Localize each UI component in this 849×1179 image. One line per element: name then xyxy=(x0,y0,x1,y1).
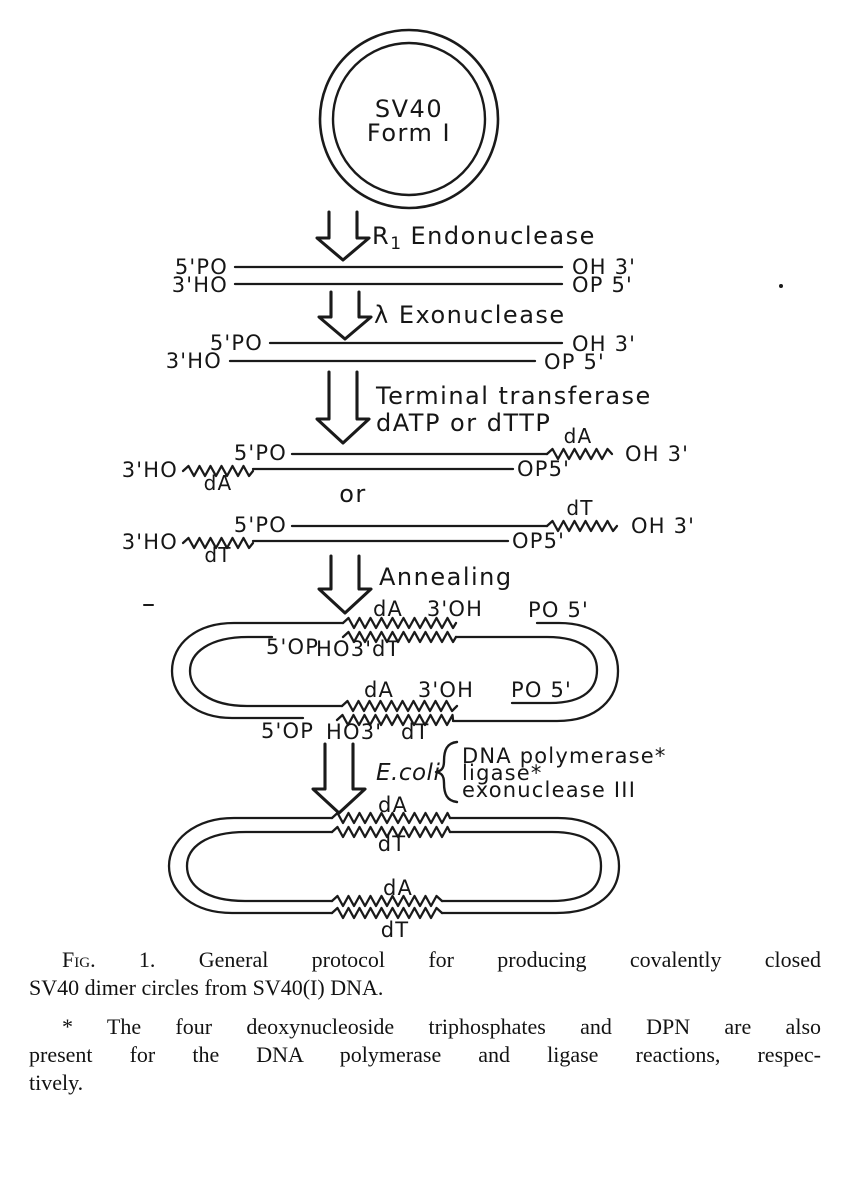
joint-label-dT: dT xyxy=(372,637,401,661)
figure-caption xyxy=(29,946,821,1097)
figure-footnote xyxy=(29,1013,821,1097)
closed-label-dT: dT xyxy=(377,832,407,856)
step4-label: Annealing xyxy=(379,563,513,591)
inner-loop-right xyxy=(442,832,601,901)
end-label-oh3: OH 3' xyxy=(572,332,637,356)
step1-sub: 1 xyxy=(390,234,403,254)
step1-r: R xyxy=(372,222,391,250)
circle-label-line2: Form I xyxy=(366,119,452,147)
enzyme-ligase: ligase* xyxy=(462,761,543,785)
joint-label-dT: dT xyxy=(401,720,430,744)
end-label-5po: 5'PO xyxy=(209,331,263,355)
joint-label-dA: dA xyxy=(363,678,395,702)
step1-label xyxy=(372,222,596,254)
inner-loop-left xyxy=(187,832,332,901)
stray-dot xyxy=(779,284,783,288)
footnote-line1: * The four deoxynucleoside triphosphates and DPN are also xyxy=(62,1014,821,1039)
end-label-3ho: 3'HO xyxy=(165,349,222,373)
step1-rest: Endonuclease xyxy=(410,222,596,250)
down-arrow-icon xyxy=(319,292,371,339)
caption-line1-text: General protocol for producing covalently closed xyxy=(198,947,821,972)
closed-label-dT: dT xyxy=(380,918,410,942)
joint-label-po5: PO 5' xyxy=(511,678,573,702)
end-label-oh3: OH 3' xyxy=(625,442,690,466)
joint-label-5op: 5'OP xyxy=(266,635,320,659)
footnote-line3: tively. xyxy=(29,1070,84,1095)
circle-label-line1: SV40 xyxy=(374,95,444,123)
footnote-line2: present for the DNA polymerase and ligase reactions, respec- xyxy=(29,1042,821,1067)
fig-number-label: Fig. 1. xyxy=(62,947,156,972)
sv40-form1-circle xyxy=(320,30,498,208)
joint-label-ho3: HO3' xyxy=(326,720,383,744)
end-label-oh3: OH 3' xyxy=(631,514,696,538)
step2-label: λ Exonuclease xyxy=(374,301,566,329)
joint-label-ho3: HO3' xyxy=(316,637,373,661)
joint-label-3oh: 3'OH xyxy=(426,597,484,621)
tailed-duplex-dT xyxy=(122,496,695,567)
bottom-dT-zigzag xyxy=(332,908,442,918)
enzyme-exonuclease-iii: exonuclease III xyxy=(462,778,637,802)
end-label-3ho: 3'HO xyxy=(121,530,178,554)
end-label-op5: OP 5' xyxy=(572,273,634,297)
enzyme-dna-polymerase: DNA polymerase* xyxy=(462,744,667,768)
step5-organism: E.coli xyxy=(376,760,441,786)
end-label-op5: OP5' xyxy=(517,457,571,481)
tail-label-dT: dT xyxy=(204,543,232,567)
closed-label-dA: dA xyxy=(377,793,409,817)
duplex-2-resected xyxy=(166,331,636,374)
end-label-5po: 5'PO xyxy=(233,441,287,465)
tail-label-dA: dA xyxy=(563,424,593,448)
bottom-joint-dA-zigzag xyxy=(342,701,457,711)
step3-label-line2: dATP or dTTP xyxy=(376,409,552,437)
or-label: or xyxy=(339,480,367,508)
down-arrow-icon xyxy=(317,372,369,443)
down-arrow-icon xyxy=(317,212,369,260)
end-label-5po: 5'PO xyxy=(174,255,228,279)
dimer-open xyxy=(172,597,618,744)
tail-label-dT: dT xyxy=(566,496,594,520)
joint-label-dA: dA xyxy=(372,597,404,621)
caption-line1 xyxy=(29,946,821,974)
end-label-3ho: 3'HO xyxy=(121,458,178,482)
closed-label-dA: dA xyxy=(382,876,414,900)
tail-label-dA: dA xyxy=(203,471,233,495)
end-label-5po: 5'PO xyxy=(233,513,287,537)
end-label-3ho: 3'HO xyxy=(171,273,228,297)
end-label-op5: OP5' xyxy=(512,529,566,553)
down-arrow-icon xyxy=(319,556,371,613)
joint-label-5op: 5'OP xyxy=(261,719,315,743)
caption-line2: SV40 dimer circles from SV40(I) DNA. xyxy=(29,975,384,1000)
end-label-oh3: OH 3' xyxy=(572,255,637,279)
end-label-op5: OP 5' xyxy=(544,350,606,374)
dimer-closed xyxy=(169,793,619,942)
duplex-1 xyxy=(172,255,783,297)
down-arrow-icon xyxy=(313,744,365,813)
joint-label-po5: PO 5' xyxy=(528,598,590,622)
step3-label-line1: Terminal transferase xyxy=(376,382,652,410)
joint-label-3oh: 3'OH xyxy=(417,678,475,702)
brace-icon xyxy=(436,742,457,802)
